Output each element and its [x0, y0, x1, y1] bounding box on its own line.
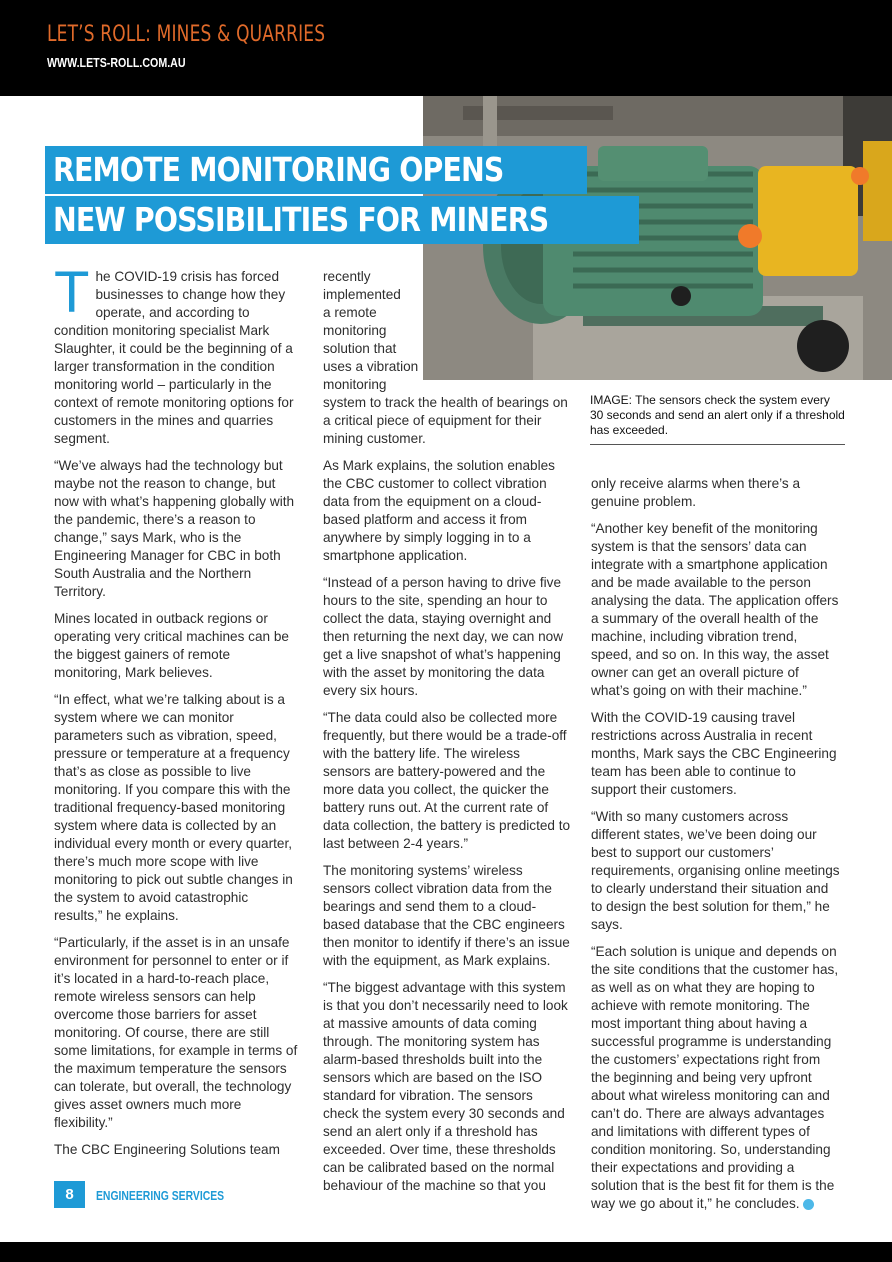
- paragraph: With the COVID-19 causing travel restrictions across Australia in recent months, Mark says the CBC Engineering team has been able to continue to support their customers.: [591, 710, 837, 797]
- paragraph: “Instead of a person having to drive five hours to the site, spending an hour to collect the data, staying overnight and then returning the next day, we can now get a live snapshot of what’s happening with the asset by monitoring the data every six hours.: [323, 575, 564, 698]
- paragraph: The monitoring systems’ wireless sensors collect vibration data from the bearings and send them to a cloud-based database that the CBC engineers then monitor to identify if there’s an issue with the equipment, as Mark explains.: [323, 863, 570, 968]
- article-column-3: [591, 475, 840, 1222]
- article-column-2: [323, 268, 571, 1204]
- paragraph: “Each solution is unique and depends on the site conditions that the customer has, as well as on what they are hoping to achieve with remote monitoring. The most important thing about having a successful programme is understanding the customers’ expectations right from the beginning and being very upfront about what wireless monitoring can and can’t do. There are always advantages and limitations with different types of condition monitoring. So, understanding their expectations and providing a solution that is the best fit for them is the way we go about it,” he concludes.: [591, 944, 839, 1211]
- website-link[interactable]: WWW.LETS-ROLL.COM.AU: [47, 55, 186, 70]
- page-number: 8: [54, 1181, 85, 1208]
- paragraph: “The data could also be collected more frequently, but there would be a trade-off with the battery life. The wireless sensors are battery-powered and the more data you collect, the quicker the battery runs out. At the current rate of data collection, the battery is predicted to last between 2-4 years.”: [323, 710, 571, 851]
- headline-line-1: REMOTE MONITORING OPENS: [45, 146, 587, 194]
- footer-bar: [0, 1242, 892, 1262]
- dropcap: T: [54, 260, 90, 325]
- paragraph: recently implemented a remote monitoring solution that uses a vibration monitoring system to track the health of bearings on a critical piece of equipment for their mining customer.: [323, 269, 568, 446]
- paragraph: only receive alarms when there’s a genuine problem.: [591, 476, 801, 509]
- image-caption: IMAGE: The sensors check the system every 30 seconds and send an alert only if a threshold has exceeded.: [590, 393, 845, 445]
- paragraph: “With so many customers across different states, we’ve been doing our best to support our customers’ requirements, organising online meetings to clearly understand their situation and to design the best solution for them,” he says.: [591, 809, 840, 932]
- paragraph: “The biggest advantage with this system is that you don’t necessarily need to look at massive amounts of data coming through. The monitoring system has alarm-based thresholds built into the sensors which are based on the ISO standard for vibration. The sensors check the system every 30 seconds and send an alert only if a threshold has exceeded. Over time, these thresholds can be calibrated based on the normal behaviour of the machine so that you: [323, 980, 568, 1193]
- magazine-title: LET’S ROLL: MINES & QUARRIES: [47, 22, 326, 47]
- paragraph: As Mark explains, the solution enables the CBC customer to collect vibration data from the equipment on a cloud-based platform and access it from anywhere by simply logging in to a smartphone application.: [323, 458, 555, 563]
- header-bar: [0, 0, 892, 96]
- section-label: ENGINEERING SERVICES: [96, 1188, 225, 1203]
- article-column-1: [54, 260, 298, 1168]
- headline-line-2: NEW POSSIBILITIES FOR MINERS: [45, 196, 639, 244]
- paragraph: The COVID-19 crisis has forced businesses to change how they operate, and according to condition monitoring specialist Mark Slaughter, it could be the beginning of a larger transformation in the condition monitoring world – particularly in the context of remote monitoring options for customers in the mines and quarries segment.: [54, 260, 294, 446]
- end-mark-icon: [803, 1199, 814, 1210]
- paragraph: “In effect, what we’re talking about is a system where we can monitor parameters such as vibration, speed, pressure or temperature at a frequency that’s as close as possible to live monitoring. If you compare this with the traditional frequency-based monitoring system where data is collected by an individual every month or every quarter, there’s much more scope with live monitoring to pick out subtle changes in the system to avoid catastrophic results,” he explains.: [54, 692, 293, 923]
- paragraph: “Particularly, if the asset is in an unsafe environment for personnel to enter or if it’s located in a hard-to-reach place, remote wireless sensors can help overcome those barriers for asset monitoring. Of course, there are still some limitations, for example in terms of the maximum temperature the sensors can tolerate, but overall, the technology gives asset owners much more flexibility.”: [54, 935, 298, 1130]
- paragraph: Mines located in outback regions or operating very critical machines can be the biggest gainers of remote monitoring, Mark believes.: [54, 611, 289, 680]
- paragraph: The CBC Engineering Solutions team: [54, 1142, 280, 1157]
- paragraph: “Another key benefit of the monitoring system is that the sensors’ data can integrate with a smartphone application and be made available to the person analysing the data. The application offers a summary of the overall health of the machine, including vibration trend, speed, and so on. In this way, the asset owner can get an overall picture of what’s going on with their machine.”: [591, 521, 839, 698]
- paragraph: “We’ve always had the technology but maybe not the reason to change, but now with what’s happening globally with the pandemic, there’s a reason to change,” says Mark, who is the Engineering Manager for CBC in both South Australia and the Northern Territory.: [54, 458, 295, 599]
